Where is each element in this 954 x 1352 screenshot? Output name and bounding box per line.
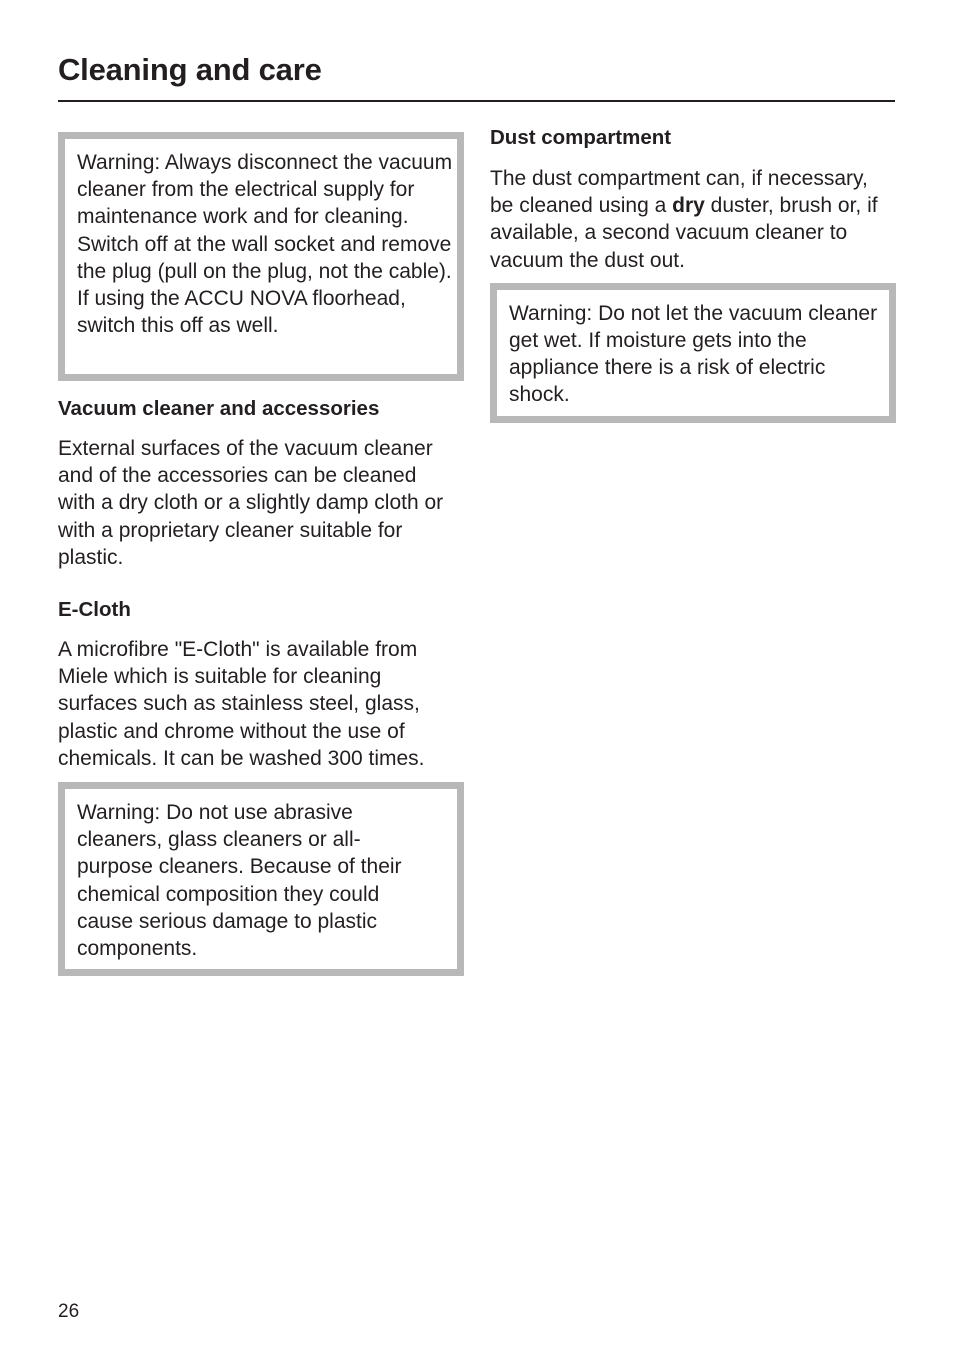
heading-vacuum-cleaner-accessories: Vacuum cleaner and accessories: [58, 397, 380, 420]
body-vacuum-cleaner-accessories: External surfaces of the vacuum cleaner and of the accessories can be cleaned with a dry cloth or a slightly damp cloth or with a proprietary cleaner suitable for plastic.: [58, 437, 444, 569]
warning-box-disconnect: [58, 132, 464, 381]
body-dust-compartment-part-1: The dust compartment can, if necessary, be cleaned using a: [490, 167, 868, 218]
heading-dust-compartment: Dust compartment: [490, 126, 672, 149]
page-number: 26: [58, 1301, 80, 1322]
warning-text-disconnect: Warning: Always disconnect the vacuum cleaner from the electrical supply for maintenance work and for cleaning. Switch off at the wall socket and remove the plug (pull on the plug, not the cable). If using the ACCU NOVA floorhead, switch this off as well.: [77, 151, 453, 338]
warning-box-wet: [490, 283, 896, 423]
warning-box-cleaners: [58, 782, 464, 976]
title-divider: [58, 100, 895, 102]
warning-text-wet: Warning: Do not let the vacuum cleaner get wet. If moisture gets into the appliance there is a risk of electric shock.: [509, 301, 878, 407]
right-column: [490, 124, 896, 423]
warning-text-cleaners: Warning: Do not use abrasive cleaners, glass cleaners or all-purpose cleaners. Because of their chemical composition they could cause serious damage to plastic components.: [77, 801, 402, 961]
page-title: Cleaning and care: [58, 52, 322, 87]
body-dust-compartment: [490, 165, 896, 274]
left-column: [58, 124, 464, 976]
body-dust-compartment-bold: dry: [672, 194, 705, 218]
heading-e-cloth: E-Cloth: [58, 598, 131, 622]
body-dust-compartment-part-2: duster, brush or, if available, a second vacuum cleaner to vacuum the dust out.: [490, 194, 878, 272]
body-e-cloth: A microfibre "E-Cloth" is available from Miele which is suitable for cleaning surfaces such as stainless steel, glass, plastic and chrome without the use of chemicals. It can be washed 300 times.: [58, 638, 425, 770]
